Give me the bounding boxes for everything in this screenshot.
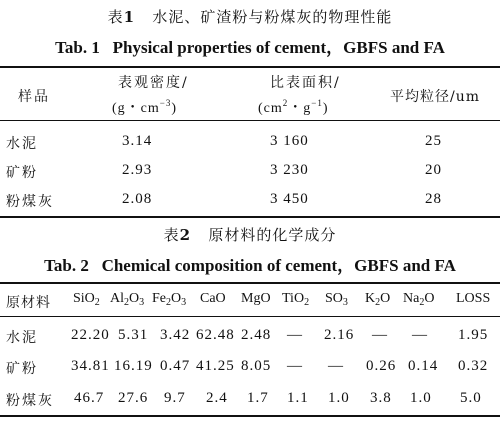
table2-cell-so3: —	[328, 358, 344, 374]
table2-cell-name: 水泥	[6, 330, 38, 346]
table2-header-so3	[325, 291, 348, 308]
table2-cell-mgo: 8.05	[241, 358, 272, 374]
table2-cell-name: 矿粉	[6, 361, 38, 377]
density-unit-sup: −3	[159, 98, 172, 108]
table2-cell-na2o: 0.14	[408, 358, 439, 374]
fe2o3-main-2: O	[171, 291, 182, 306]
area-unit-pre: (cm	[258, 101, 283, 116]
table1-caption-text: 水泥、矿渣粉与粉煤灰的物理性能	[152, 8, 393, 26]
table1-cell-density: 3.14	[122, 133, 153, 149]
table2-cell-mgo: 1.7	[247, 390, 269, 406]
table2-cell-sio2: 34.81	[71, 358, 110, 374]
table1-cell-size: 20	[425, 162, 442, 178]
na2o-sub: 2	[419, 297, 425, 308]
table2-caption-cn	[0, 224, 500, 245]
table1-header-area: 比表面积/	[270, 75, 341, 91]
table2-cell-cao: 62.48	[196, 327, 235, 343]
table2-cell-loss: 0.32	[458, 358, 489, 374]
table2-header-material: 原材料	[6, 295, 51, 311]
table2-cell-al2o3: 5.31	[118, 327, 149, 343]
table2-caption-en	[0, 251, 500, 276]
area-unit-sup1: 2	[282, 98, 289, 108]
table2-cell-so3: 2.16	[324, 327, 355, 343]
table2-header-na2o	[403, 291, 434, 308]
table2-cell-loss: 1.95	[458, 327, 489, 343]
table2-cell-sio2: 22.20	[71, 327, 110, 343]
table1-header-density: 表观密度/	[118, 75, 189, 91]
al2o3-main-1: Al	[110, 291, 124, 306]
table2-cell-k2o: 0.26	[366, 358, 397, 374]
table1-caption-en-text: Physical properties of cement，GBFS and FA	[112, 38, 445, 57]
table2-caption-num: 2	[179, 226, 192, 244]
table2-cell-k2o: —	[372, 327, 388, 343]
al2o3-main-2: O	[129, 291, 140, 306]
fe2o3-sub-1: 2	[166, 297, 171, 308]
table2-cell-so3: 1.0	[328, 390, 350, 406]
table1-caption-en	[0, 33, 500, 58]
table1-top-rule	[0, 66, 500, 68]
table2-cell-al2o3: 27.6	[118, 390, 149, 406]
table1-caption-cn	[0, 6, 500, 27]
table2-cell-na2o: 1.0	[410, 390, 432, 406]
k2o-main-2: O	[380, 291, 391, 306]
tio2-sub: 2	[304, 297, 310, 308]
table1-cell-area: 3 160	[270, 133, 309, 149]
k2o-main-1: K	[365, 291, 376, 306]
tio2-main: TiO	[282, 291, 305, 306]
table2-header-k2o	[365, 291, 390, 308]
al2o3-sub-2: 3	[139, 297, 145, 308]
table2-cell-tio2: —	[287, 358, 303, 374]
table2-header-tio2	[282, 291, 309, 308]
table1-caption-label: 表	[107, 8, 124, 26]
sio2-main: SiO	[73, 291, 95, 306]
table1-header-sample: 样品	[18, 89, 50, 105]
table2-cell-cao: 2.4	[206, 390, 228, 406]
table2-cell-sio2: 46.7	[74, 390, 105, 406]
table2-cell-tio2: —	[287, 327, 303, 343]
table2-cell-name: 粉煤灰	[6, 393, 54, 409]
table2-caption-label: 表	[163, 226, 180, 244]
table1-cell-size: 28	[425, 191, 442, 207]
table1-header-density-unit	[112, 97, 177, 117]
table2-header-mgo: MgO	[241, 291, 271, 306]
table1-header-rule	[0, 120, 500, 121]
table1-caption-num: 1	[123, 8, 136, 26]
na2o-main-2: O	[424, 291, 435, 306]
al2o3-sub-1: 2	[124, 297, 129, 308]
table1-cell-density: 2.93	[122, 162, 153, 178]
density-unit-pre: (g・cm	[112, 101, 160, 116]
area-unit-mid: ・g	[288, 101, 312, 116]
so3-main: SO	[325, 291, 343, 306]
area-unit-sup2: −1	[311, 98, 323, 108]
table1-cell-name: 矿粉	[6, 165, 38, 181]
fe2o3-sub-2: 3	[181, 297, 187, 308]
table1-header-size: 平均粒径/um	[390, 89, 481, 105]
table2-cell-al2o3: 16.19	[114, 358, 153, 374]
table2-bottom-rule	[0, 415, 500, 417]
table2-cell-fe2o3: 0.47	[160, 358, 191, 374]
k2o-sub: 2	[375, 297, 381, 308]
table2-cell-cao: 41.25	[196, 358, 235, 374]
so3-sub: 3	[342, 297, 348, 308]
table1-cell-area: 3 450	[270, 191, 309, 207]
density-unit-post: )	[171, 101, 178, 116]
table2-caption-text: 原材料的化学成分	[208, 226, 337, 244]
table2-cell-fe2o3: 3.42	[160, 327, 191, 343]
table2-cell-tio2: 1.1	[287, 390, 309, 406]
table2-header-loss: LOSS	[456, 291, 491, 306]
area-unit-post: )	[322, 101, 329, 116]
na2o-main-1: Na	[403, 291, 420, 306]
table1-caption-en-label: Tab. 1	[55, 38, 100, 57]
fe2o3-main-1: Fe	[152, 291, 166, 306]
table1-cell-area: 3 230	[270, 162, 309, 178]
table2-header-al2o3	[110, 291, 144, 308]
table2-cell-k2o: 3.8	[370, 390, 392, 406]
sio2-sub: 2	[94, 297, 100, 308]
table2-header-rule	[0, 316, 500, 317]
table2-cell-mgo: 2.48	[241, 327, 272, 343]
table1-bottom-rule	[0, 216, 500, 218]
table1-cell-density: 2.08	[122, 191, 153, 207]
table1-cell-name: 水泥	[6, 136, 38, 152]
table2-header-sio2	[73, 291, 100, 308]
table2-header-fe2o3	[152, 291, 186, 308]
table1-cell-size: 25	[425, 133, 442, 149]
table1-cell-name: 粉煤灰	[6, 194, 54, 210]
table2-cell-na2o: —	[412, 327, 428, 343]
table2-top-rule	[0, 282, 500, 284]
table2-header-cao: CaO	[200, 291, 226, 306]
table2-caption-en-label: Tab. 2	[44, 256, 89, 275]
table2-cell-loss: 5.0	[460, 390, 482, 406]
table2-cell-fe2o3: 9.7	[164, 390, 186, 406]
table1-header-area-unit	[258, 97, 329, 117]
table2-caption-en-text: Chemical composition of cement，GBFS and FA	[101, 256, 456, 275]
